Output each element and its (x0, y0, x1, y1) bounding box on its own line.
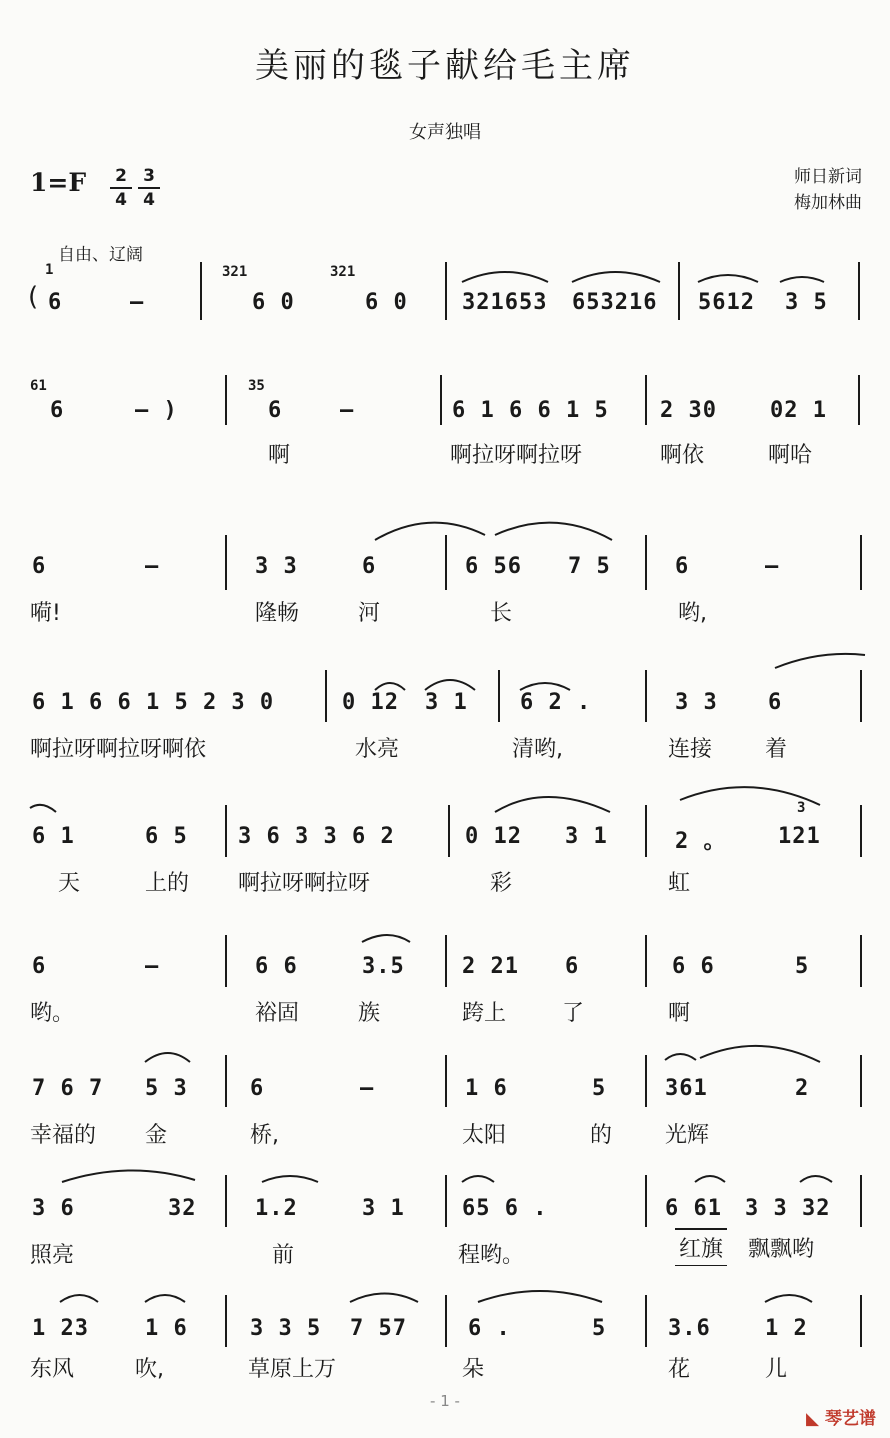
note: 1.2 (255, 1196, 298, 1221)
note: 3 3 5 (250, 1316, 322, 1341)
lyric: 太阳 (462, 1123, 507, 1148)
note: 32 (168, 1196, 197, 1221)
lyric: 哟。 (30, 1001, 75, 1026)
note: — (340, 398, 355, 423)
lyric: 啊拉呀啊拉呀 (450, 443, 583, 468)
barline (860, 935, 862, 987)
lyric: 吹, (135, 1357, 164, 1382)
note-group: 3 5 (785, 290, 828, 315)
lyric: 儿 (765, 1357, 788, 1382)
barline (645, 1175, 647, 1227)
note: 2 21 (462, 954, 519, 979)
note: 6 6 (672, 954, 715, 979)
lyric: 东风 (30, 1357, 75, 1382)
barline (860, 535, 862, 590)
key-signature: 1=F (30, 168, 87, 197)
lyric: 程哟。 (458, 1243, 525, 1268)
note: 5 3 (145, 1076, 188, 1101)
note: 3.5 (362, 954, 405, 979)
note: 0 12 (342, 690, 399, 715)
lyric: 啊拉呀啊拉呀 (238, 871, 371, 896)
note: 2 (795, 1076, 810, 1101)
barline (445, 262, 447, 320)
grace-note: 61 (30, 378, 47, 394)
lyric: 着 (765, 737, 788, 762)
barline (860, 1055, 862, 1107)
lyric: 啊依 (660, 443, 705, 468)
lyric: 上的 (145, 871, 190, 896)
lyric: 跨上 (462, 1001, 507, 1026)
barline (645, 805, 647, 857)
barline (445, 935, 447, 987)
note: 1 2 (765, 1316, 808, 1341)
barline (445, 1055, 447, 1107)
note: 6 (32, 554, 47, 579)
lyric: 桥, (250, 1123, 279, 1148)
barline (225, 935, 227, 987)
barline (200, 262, 202, 320)
tempo-marking: 自由、辽阔 (58, 245, 143, 265)
note: 3 6 (32, 1196, 75, 1221)
barline (860, 670, 862, 722)
note: 7 57 (350, 1316, 407, 1341)
time-signature-1: 2 4 (110, 166, 132, 210)
barline (225, 535, 227, 590)
note: — ) (135, 398, 178, 423)
triplet-mark: 3 (797, 800, 806, 816)
note: 6 6 (255, 954, 298, 979)
lyric: 草原上万 (248, 1357, 337, 1382)
note: 6 0 (252, 290, 295, 315)
lyric: 幸福的 (30, 1123, 97, 1148)
watermark-logo: ◣ 琴艺谱 (806, 1409, 876, 1429)
lyric: 嗬! (30, 601, 61, 626)
note: 6 (268, 398, 283, 423)
lyric: 花 (668, 1357, 691, 1382)
barline (440, 375, 442, 425)
lyric: 水亮 (355, 737, 400, 762)
note: 6 5 (145, 824, 188, 849)
lyric: 啊拉呀啊拉呀啊依 (30, 737, 207, 762)
barline (445, 535, 447, 590)
barline (448, 805, 450, 857)
barline (645, 935, 647, 987)
note: 6 (50, 398, 65, 423)
song-title: 美丽的毯子献给毛主席 (255, 46, 635, 86)
lyric: 啊 (268, 443, 291, 468)
note-triplet: 121 (778, 824, 821, 849)
barline (225, 1175, 227, 1227)
note: — (765, 554, 780, 579)
note: 6 (768, 690, 783, 715)
barline (445, 1175, 447, 1227)
lyric: 天 (58, 871, 81, 896)
lyricist-credit: 师日新词 (794, 167, 862, 187)
barline (225, 805, 227, 857)
barline (858, 262, 860, 320)
note-group: 6 1 6 6 1 5 (452, 398, 609, 423)
note: 2 。 (675, 829, 727, 854)
note: 5 (795, 954, 810, 979)
note: 6 (675, 554, 690, 579)
note-group: 3 6 3 3 6 2 (238, 824, 395, 849)
lyric: 金 (145, 1123, 168, 1148)
note: 6 61 (665, 1196, 722, 1221)
note-group: 321653 (462, 290, 548, 315)
note-group: 2 30 (660, 398, 717, 423)
note: — (130, 290, 145, 315)
lyric: 彩 (490, 871, 513, 896)
lyric: 哟, (678, 601, 707, 626)
note: 6 . (468, 1316, 511, 1341)
note: — (360, 1076, 375, 1101)
time-signature-2: 3 4 (138, 166, 160, 210)
grace-note: 1 (45, 262, 54, 278)
lyric: 连接 (668, 737, 713, 762)
lyric: 隆畅 (255, 601, 300, 626)
note: 6 (565, 954, 580, 979)
note: 1 23 (32, 1316, 89, 1341)
lyric: 啊哈 (768, 443, 813, 468)
note-group: 6 1 6 6 1 5 2 3 0 (32, 690, 275, 715)
note: 6 1 (32, 824, 75, 849)
lyric: 清哟, (512, 737, 563, 762)
barline (225, 375, 227, 425)
lyric: 长 (490, 601, 513, 626)
note: 1 6 (145, 1316, 188, 1341)
note-group: 653216 (572, 290, 658, 315)
barline (678, 262, 680, 320)
note: 3 1 (362, 1196, 405, 1221)
subtitle: 女声独唱 (409, 122, 481, 143)
note: 6 (362, 554, 377, 579)
lyric: 族 (358, 1001, 381, 1026)
note: 7 5 (568, 554, 611, 579)
note: — (145, 954, 160, 979)
lyric: 飘飘哟 (748, 1237, 815, 1262)
barline (858, 375, 860, 425)
barline (445, 1295, 447, 1347)
note-group: 7 6 7 (32, 1076, 104, 1101)
lyric: 河 (358, 601, 381, 626)
barline (860, 1175, 862, 1227)
lyric: 裕固 (255, 1001, 300, 1026)
note: 65 6 . (462, 1196, 548, 1221)
lyric: 光辉 (665, 1123, 710, 1148)
note: 3 1 (425, 690, 468, 715)
lyric: 照亮 (30, 1243, 75, 1268)
logo-icon: ◣ (806, 1409, 820, 1429)
note: 361 (665, 1076, 708, 1101)
barline (645, 1055, 647, 1107)
note: 0 12 (465, 824, 522, 849)
note-group: 5612 (698, 290, 755, 315)
barline (225, 1055, 227, 1107)
barline (645, 535, 647, 590)
note: 6 0 (365, 290, 408, 315)
page-number: - 1 - (430, 1392, 460, 1410)
note: 6 (32, 954, 47, 979)
note: 3 3 (675, 690, 718, 715)
composer-credit: 梅加林曲 (794, 193, 862, 213)
note-group: 02 1 (770, 398, 827, 423)
lyric: 朵 (462, 1357, 485, 1382)
barline (645, 1295, 647, 1347)
barline (645, 375, 647, 425)
lyric: 红旗 (675, 1228, 727, 1266)
note: 6 2 . (520, 690, 592, 715)
barline (225, 1295, 227, 1347)
note: — (145, 554, 160, 579)
barline (645, 670, 647, 722)
lyric: 的 (590, 1123, 613, 1148)
grace-note: 35 (248, 378, 265, 394)
grace-note: 321 (330, 264, 356, 280)
note: 1 6 (465, 1076, 508, 1101)
lyric: 了 (562, 1001, 585, 1026)
barline (860, 1295, 862, 1347)
lyric: 前 (272, 1243, 295, 1268)
note: 6 56 (465, 554, 522, 579)
lyric: 啊 (668, 1001, 691, 1026)
note: 6 (250, 1076, 265, 1101)
barline (860, 805, 862, 857)
note: 5 (592, 1316, 607, 1341)
barline (498, 670, 500, 722)
note: 6 (48, 290, 63, 315)
grace-note: 321 (222, 264, 248, 280)
note: 3.6 (668, 1316, 711, 1341)
open-paren: ( (28, 282, 39, 312)
note: 3 3 32 (745, 1196, 831, 1221)
lyric: 虹 (668, 871, 691, 896)
barline (325, 670, 327, 722)
note: 3 1 (565, 824, 608, 849)
note: 3 3 (255, 554, 298, 579)
note: 5 (592, 1076, 607, 1101)
